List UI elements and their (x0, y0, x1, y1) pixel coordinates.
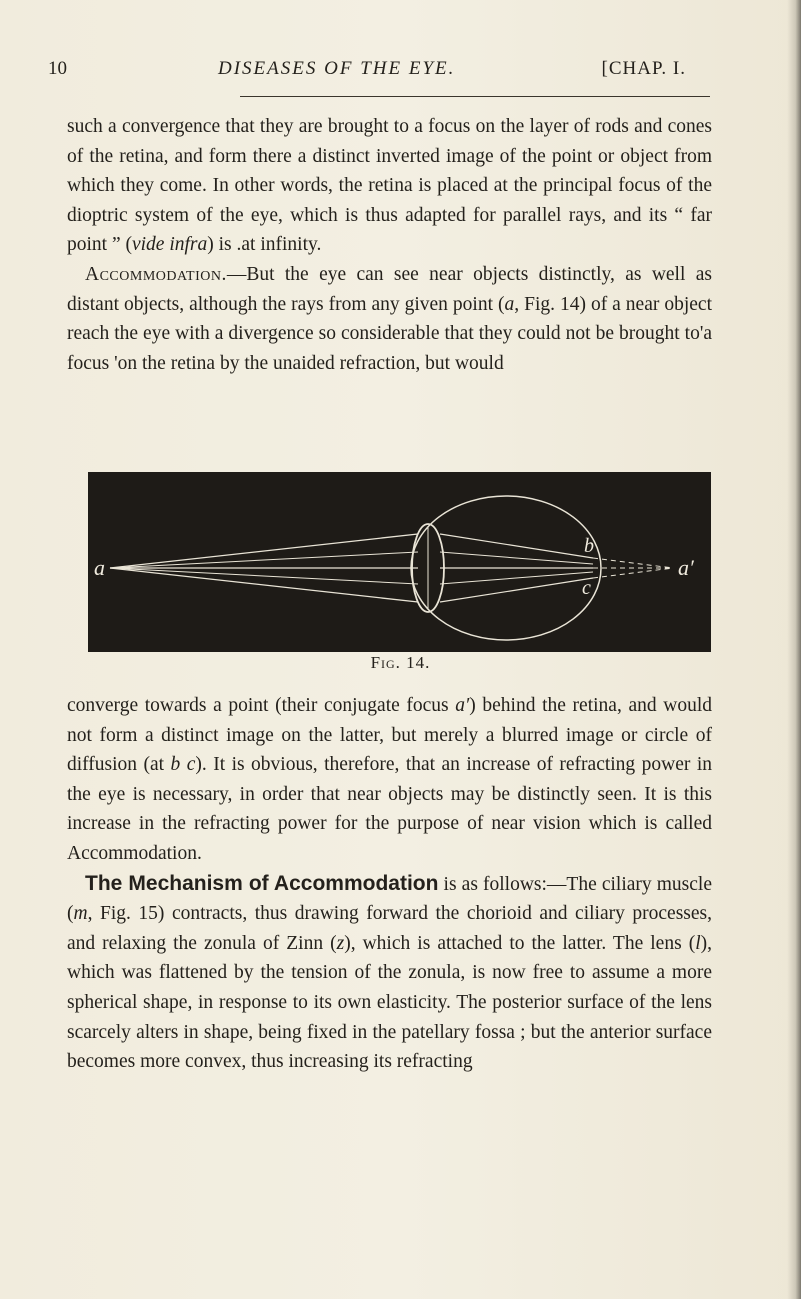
paragraph-converge: converge towards a point (their conjugate focus a′) behind the retina, and would not form a distinct image on the latter, but merely a blurred image or circle of diffusion (at b c). It is obvious, therefore, that an increase of refracting power in the eye is necessary, in order that near objects may be distinctly seen. It is this increase in the refracting power for the purpose of near vision which is called Accommodation. (67, 695, 712, 864)
page-edge-shadow (787, 0, 801, 1299)
chapter-label: [CHAP. I. (601, 58, 686, 79)
mechanism-heading: The Mechanism of Accommodation (85, 871, 439, 895)
label-a: a (94, 555, 105, 580)
label-a-prime: a′ (678, 555, 694, 580)
label-c: c (582, 577, 591, 599)
paragraph-accommodation: Accommodation.—But the eye can see near objects distinctly, as well as distant objects, although the rays from any given point (a, Fig. 14) of a near object reach the eye with a divergence so considerable that they could not be brought to'a focus 'on the retina by the unaided refraction, but would (67, 263, 712, 374)
paragraph-retina: such a convergence that they are brought to a focus on the layer of rods and cones of the retina, and form there a distinct inverted image of the point or object from which they come. In other words, the retina is placed at the principal focus of the dioptric system of the eye, which is thus adapted for parallel rays, and its “ far point ” (vide infra) is .at infinity. (67, 116, 712, 256)
figure-14 (88, 472, 711, 652)
running-header (48, 58, 720, 88)
label-b: b (584, 535, 594, 557)
paragraph-mechanism: The Mechanism of Accommodation is as follows:—The ciliary muscle (m, Fig. 15) contracts, thus drawing forward the chorioid and ciliary processes, and relaxing the zonula of Zinn (z), which is attached to the latter. The lens (l), which was flattened by the tension of the zonula, is now free to assume a more spherical shape, in response to its own elasticity. The posterior surface of the lens scarcely alters in shape, being fixed in the patellary fossa ; but the anterior surface becomes more convex, thus increasing its refracting (67, 871, 712, 1073)
figure-background (88, 472, 711, 652)
text-block-top (67, 112, 712, 378)
figure-14-diagram (88, 472, 711, 652)
page-number: 10 (48, 58, 67, 79)
section-lead-accommodation: Accommodation. (85, 263, 227, 285)
figure-caption: Fig. 14. (370, 653, 431, 672)
running-title: DISEASES OF THE EYE. (218, 58, 456, 79)
vide-infra: vide infra (131, 234, 208, 256)
header-rule (240, 96, 710, 97)
text-block-bottom (67, 691, 712, 1077)
